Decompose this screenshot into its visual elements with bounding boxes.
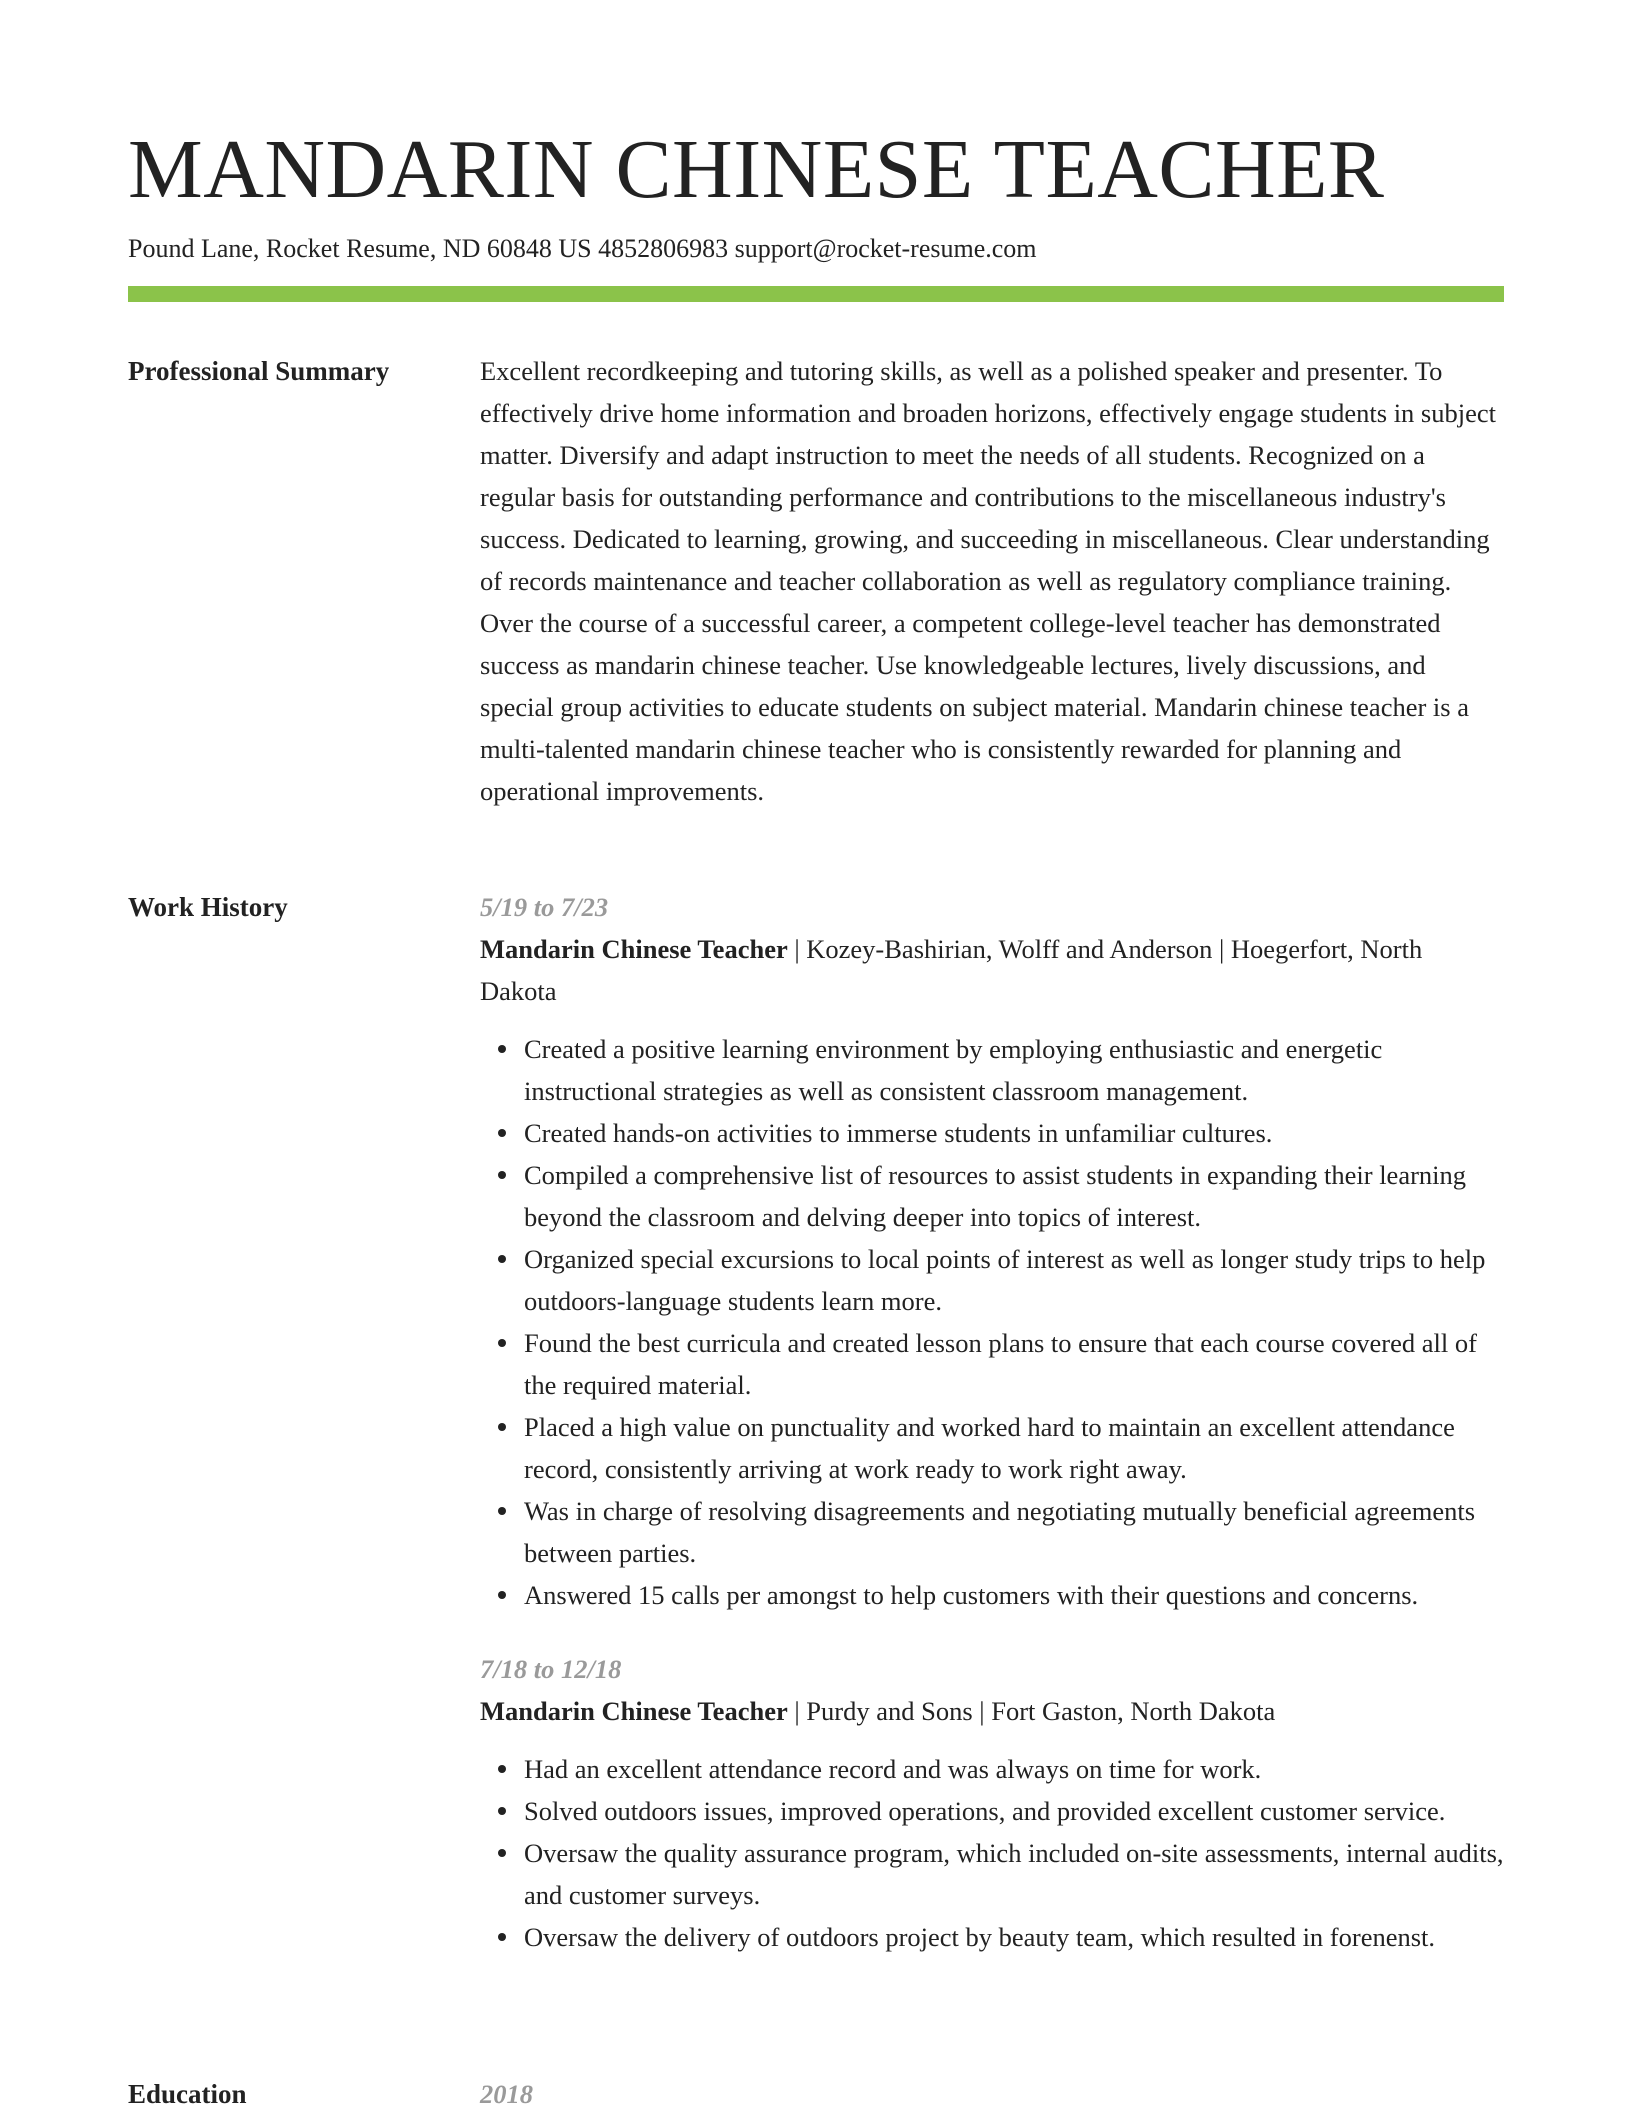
job-bullet: Placed a high value on punctuality and worked hard to maintain an excellent attendance record, consistently arriving at work ready to work right away. [524,1406,1504,1490]
job-dates: 7/18 to 12/18 [480,1654,622,1684]
section-label-work-history: Work History [128,892,288,922]
job-bullet-list [480,1748,1504,1958]
education-body [480,2073,1504,2115]
job-dates: 5/19 to 7/23 [480,892,609,922]
job-bullet: Created a positive learning environment by employing enthusiastic and energetic instructional strategies as well as consistent classroom management. [524,1028,1504,1112]
header-divider [128,286,1504,302]
job-bullet-list [480,1028,1504,1616]
job-bullet: Answered 15 calls per amongst to help customers with their questions and concerns. [524,1574,1504,1616]
job-title: Mandarin Chinese Teacher [480,1696,788,1726]
section-label-education: Education [128,2079,247,2109]
resume-title: MANDARIN CHINESE TEACHER [128,123,1385,216]
job-bullet: Had an excellent attendance record and was always on time for work. [524,1748,1504,1790]
job-entry [480,886,1504,1616]
work-history-body [480,886,1504,1958]
job-bullet: Oversaw the quality assurance program, which included on-site assessments, internal audits, and customer surveys. [524,1832,1504,1916]
job-heading [480,928,1504,1012]
education-year: 2018 [480,2079,533,2109]
contact-info: Pound Lane, Rocket Resume, ND 60848 US 4852806983 support@rocket-resume.com [128,234,1037,263]
job-bullet: Compiled a comprehensive list of resources to assist students in expanding their learning beyond the classroom and delving deeper into topics of interest. [524,1154,1504,1238]
section-label-professional-summary: Professional Summary [128,356,390,386]
professional-summary-body [480,350,1504,812]
job-title: Mandarin Chinese Teacher [480,934,788,964]
job-bullet: Oversaw the delivery of outdoors project by beauty team, which resulted in forenenst. [524,1916,1504,1958]
job-bullet: Created hands-on activities to immerse students in unfamiliar cultures. [524,1112,1504,1154]
job-employer-location: | Purdy and Sons | Fort Gaston, North Dakota [787,1696,1276,1726]
job-bullet: Found the best curricula and created lesson plans to ensure that each course covered all of the required material. [524,1322,1504,1406]
professional-summary-text: Excellent recordkeeping and tutoring skills, as well as a polished speaker and presenter. To effectively drive home information and broaden horizons, effectively engage students in subject matter. Diversify and adapt instruction to meet the needs of all students. Recognized on a regular basis for outstanding performance and contributions to the miscellaneous industry's success. Dedicated to learning, growing, and succeeding in miscellaneous. Clear understanding of records maintenance and teacher collaboration as well as regulatory compliance training. Over the course of a successful career, a competent college-level teacher has demonstrated success as mandarin chinese teacher. Use knowledgeable lectures, lively discussions, and special group activities to educate students on subject material. Mandarin chinese teacher is a multi-talented mandarin chinese teacher who is consistently rewarded for planning and operational improvements. [480,356,1496,806]
job-entry [480,1648,1504,1958]
job-bullet: Organized special excursions to local points of interest as well as longer study trips to help outdoors-language students learn more. [524,1238,1504,1322]
job-bullet: Was in charge of resolving disagreements and negotiating mutually beneficial agreements between parties. [524,1490,1504,1574]
job-employer-location: | Kozey-Bashirian, Wolff and Anderson | Hoegerfort, North Dakota [480,934,1423,1006]
job-bullet: Solved outdoors issues, improved operations, and provided excellent customer service. [524,1790,1504,1832]
job-heading [480,1690,1504,1732]
